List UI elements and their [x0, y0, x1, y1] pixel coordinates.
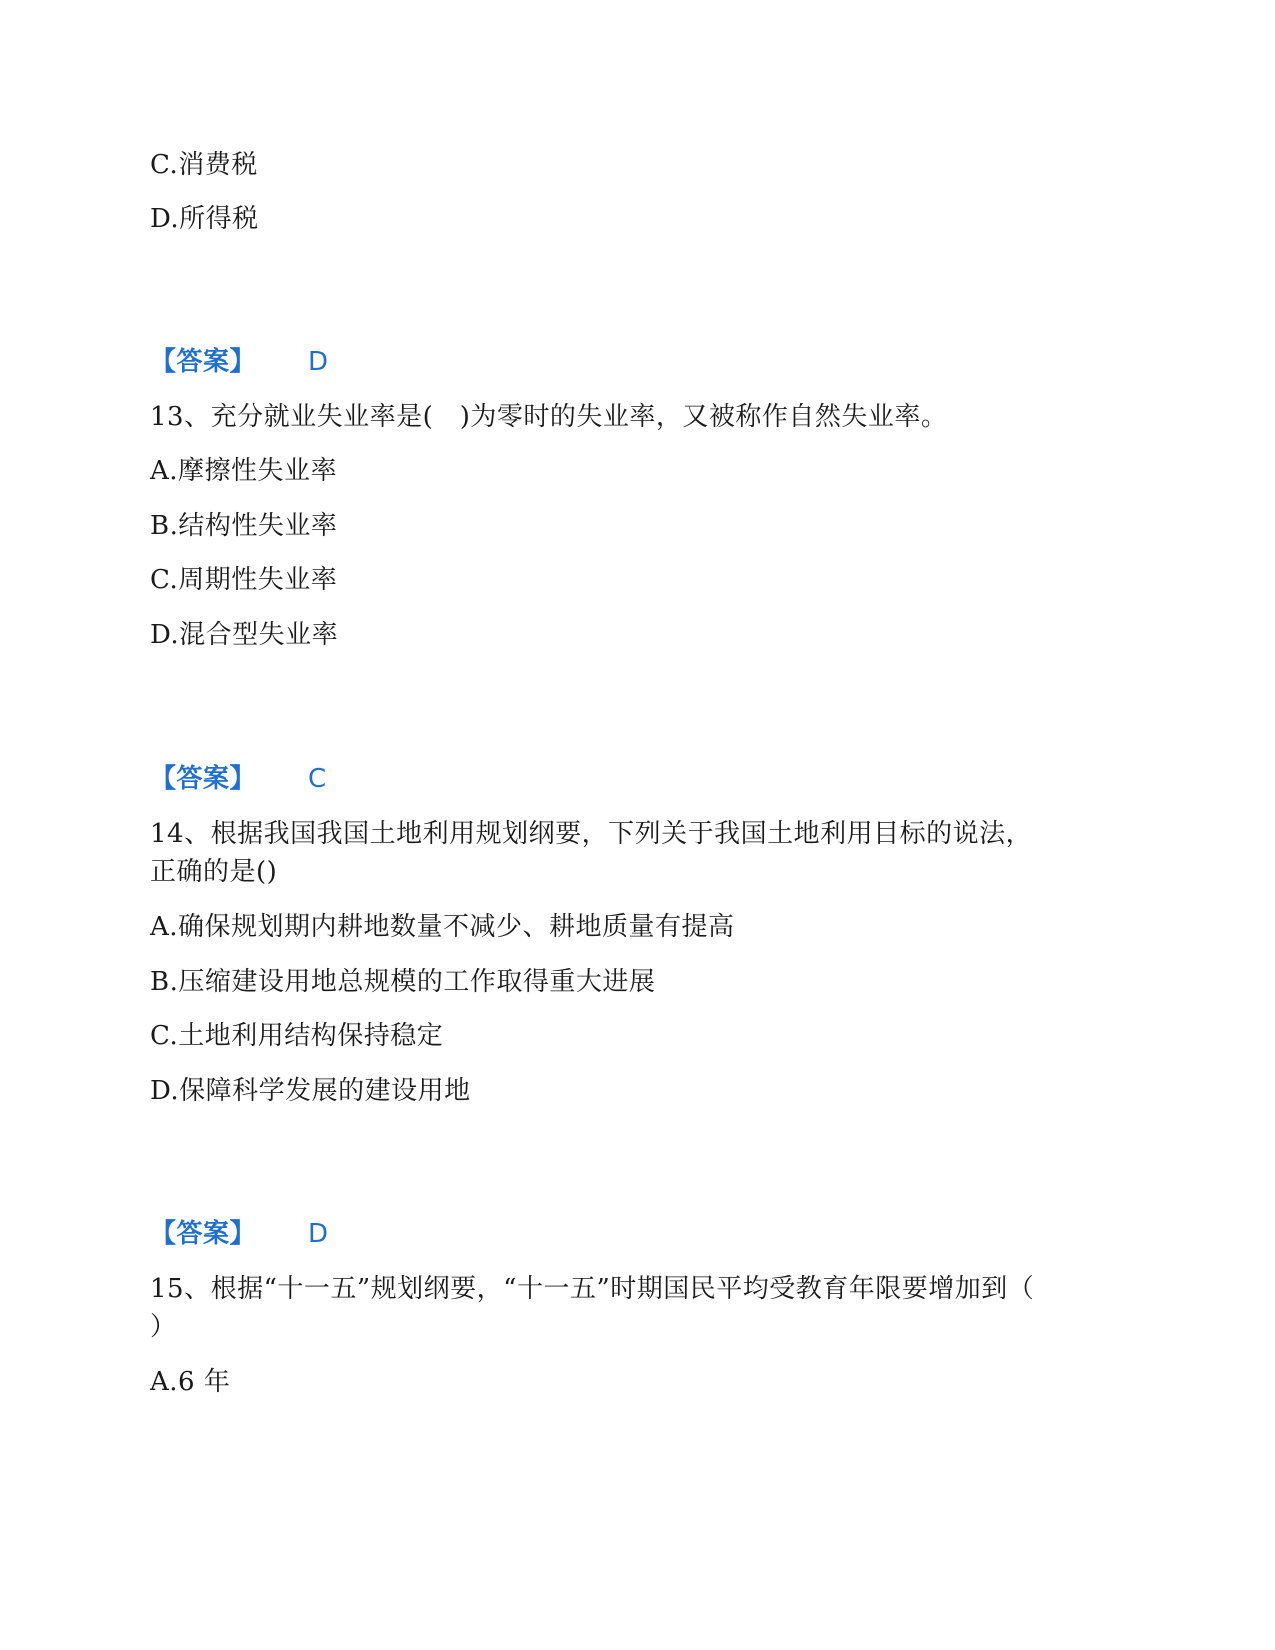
question-14-option-b: B.压缩建设用地总规模的工作取得重大进展 [150, 967, 656, 997]
option-c: C.消费税 [150, 150, 258, 180]
question-14-option-a: A.确保规划期内耕地数量不减少、耕地质量有提高 [150, 912, 735, 942]
question-15-stem-line1: 15、根据“十一五”规划纲要，“十一五”时期国民平均受教育年限要增加到（ [150, 1274, 1035, 1304]
question-13-option-a: A.摩擦性失业率 [150, 456, 338, 486]
question-13-stem: 13、充分就业失业率是( )为零时的失业率，又被称作自然失业率。 [150, 402, 948, 432]
question-14-option-d: D.保障科学发展的建设用地 [150, 1076, 471, 1106]
question-13-answer-row [150, 760, 327, 798]
answer-label: 【答案】 [150, 1219, 257, 1249]
answer-label: 【答案】 [150, 764, 257, 794]
question-13-option-d: D.混合型失业率 [150, 620, 339, 650]
option-d: D.所得税 [150, 204, 259, 234]
answer-row [150, 343, 329, 381]
question-13-option-b: B.结构性失业率 [150, 511, 338, 541]
question-14-stem-line2: 正确的是() [150, 857, 278, 887]
question-13-option-c: C.周期性失业率 [150, 565, 338, 595]
question-14-option-c: C.土地利用结构保持稳定 [150, 1021, 444, 1051]
answer-value: D [308, 1219, 329, 1249]
question-15-option-a: A.6 年 [150, 1367, 231, 1397]
question-15-stem-line2: ） [150, 1312, 177, 1342]
question-14-stem-line1: 14、根据我国我国土地利用规划纲要，下列关于我国土地利用目标的说法， [150, 819, 1033, 849]
answer-label: 【答案】 [150, 347, 257, 377]
question-14-answer-row [150, 1215, 329, 1253]
answer-value: C [308, 764, 327, 794]
answer-value: D [308, 347, 329, 377]
